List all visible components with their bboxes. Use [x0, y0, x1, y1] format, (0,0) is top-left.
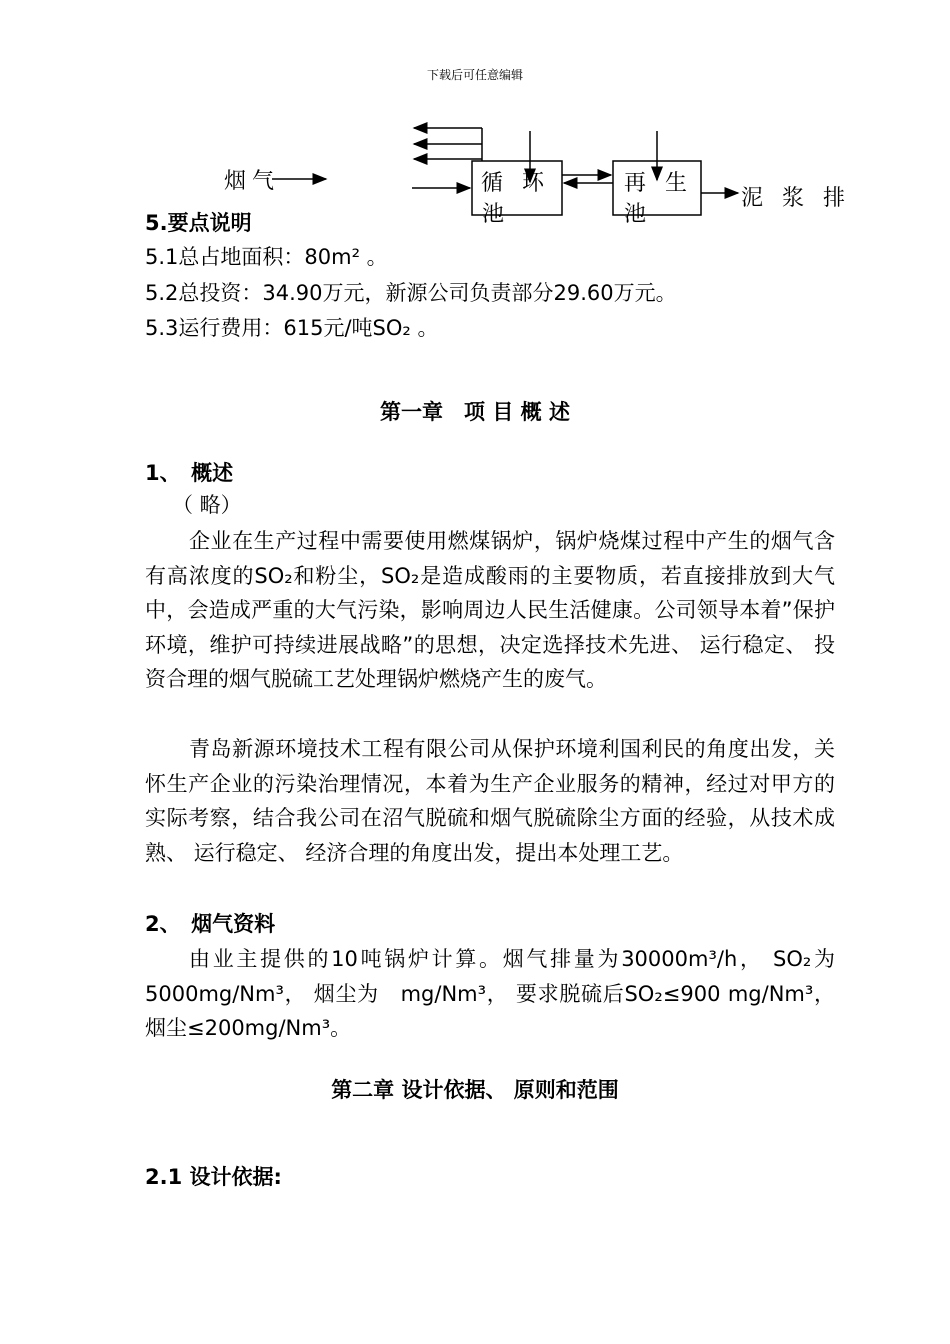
chapter1-paragraph1: 企业在生产过程中需要使用燃煤锅炉，锅炉烧煤过程中产生的烟气含有高浓度的SO₂和粉尘，SO₂是造成酸雨的主要物质，若直接排放到大气中，会造成严重的大气污染，影响周边人民生活健康。公司领导本着”保护环境，维护可持续进展战略”的思想，决定选择技术先进、 运行稳定、 投资合理的烟气脱硫工艺处理锅炉燃烧产生的废气。: [145, 529, 835, 691]
section5-item1: 5.1总占地面积：80m² 。: [145, 245, 388, 269]
diagram-box2-label: 再 生: [624, 171, 693, 196]
diagram-box2-overflow: 池: [624, 202, 647, 227]
diagram-output-label: 泥 浆 排: [741, 186, 851, 211]
section5-title: 5.要点说明: [145, 211, 252, 235]
diagram-box1-label: 循 环: [481, 171, 550, 196]
chapter2-section1-title: 2.1 设计依据:: [145, 1165, 282, 1189]
chapter1-section1-title: 1、 概述: [145, 461, 234, 485]
chapter2-title: 第二章 设计依据、 原则和范围: [331, 1078, 619, 1102]
section5-item2: 5.2总投资：34.90万元，新源公司负责部分29.60万元。: [145, 281, 677, 305]
diagram-box1-overflow: 池: [482, 202, 505, 227]
chapter1-paragraph2: 青岛新源环境技术工程有限公司从保护环境利国利民的角度出发，关怀生产企业的污染治理情况，本着为生产企业服务的精神，经过对甲方的实际考察，结合我公司在沼气脱硫和烟气脱硫除尘方面的经验，从技术成熟、 运行稳定、 经济合理的角度出发，提出本处理工艺。: [145, 737, 835, 865]
chapter1-paragraph3: 由业主提供的10吨锅炉计算。烟气排量为30000m³/h， SO₂为5000mg/Nm³， 烟尘为 mg/Nm³， 要求脱硫后SO₂≤900 mg/Nm³， 烟尘≤200mg/Nm³。: [145, 947, 835, 1040]
chapter1-section2-title: 2、 烟气资料: [145, 912, 276, 936]
chapter1-title: 第一章 项 目 概 述: [380, 400, 570, 424]
section5-item3: 5.3运行费用：615元/吨SO₂ 。: [145, 316, 439, 340]
page-header: 下载后可任意编辑: [426, 68, 523, 82]
diagram-input-label: 烟气: [224, 169, 281, 194]
chapter1-section1-note: （ 略）: [172, 493, 242, 517]
